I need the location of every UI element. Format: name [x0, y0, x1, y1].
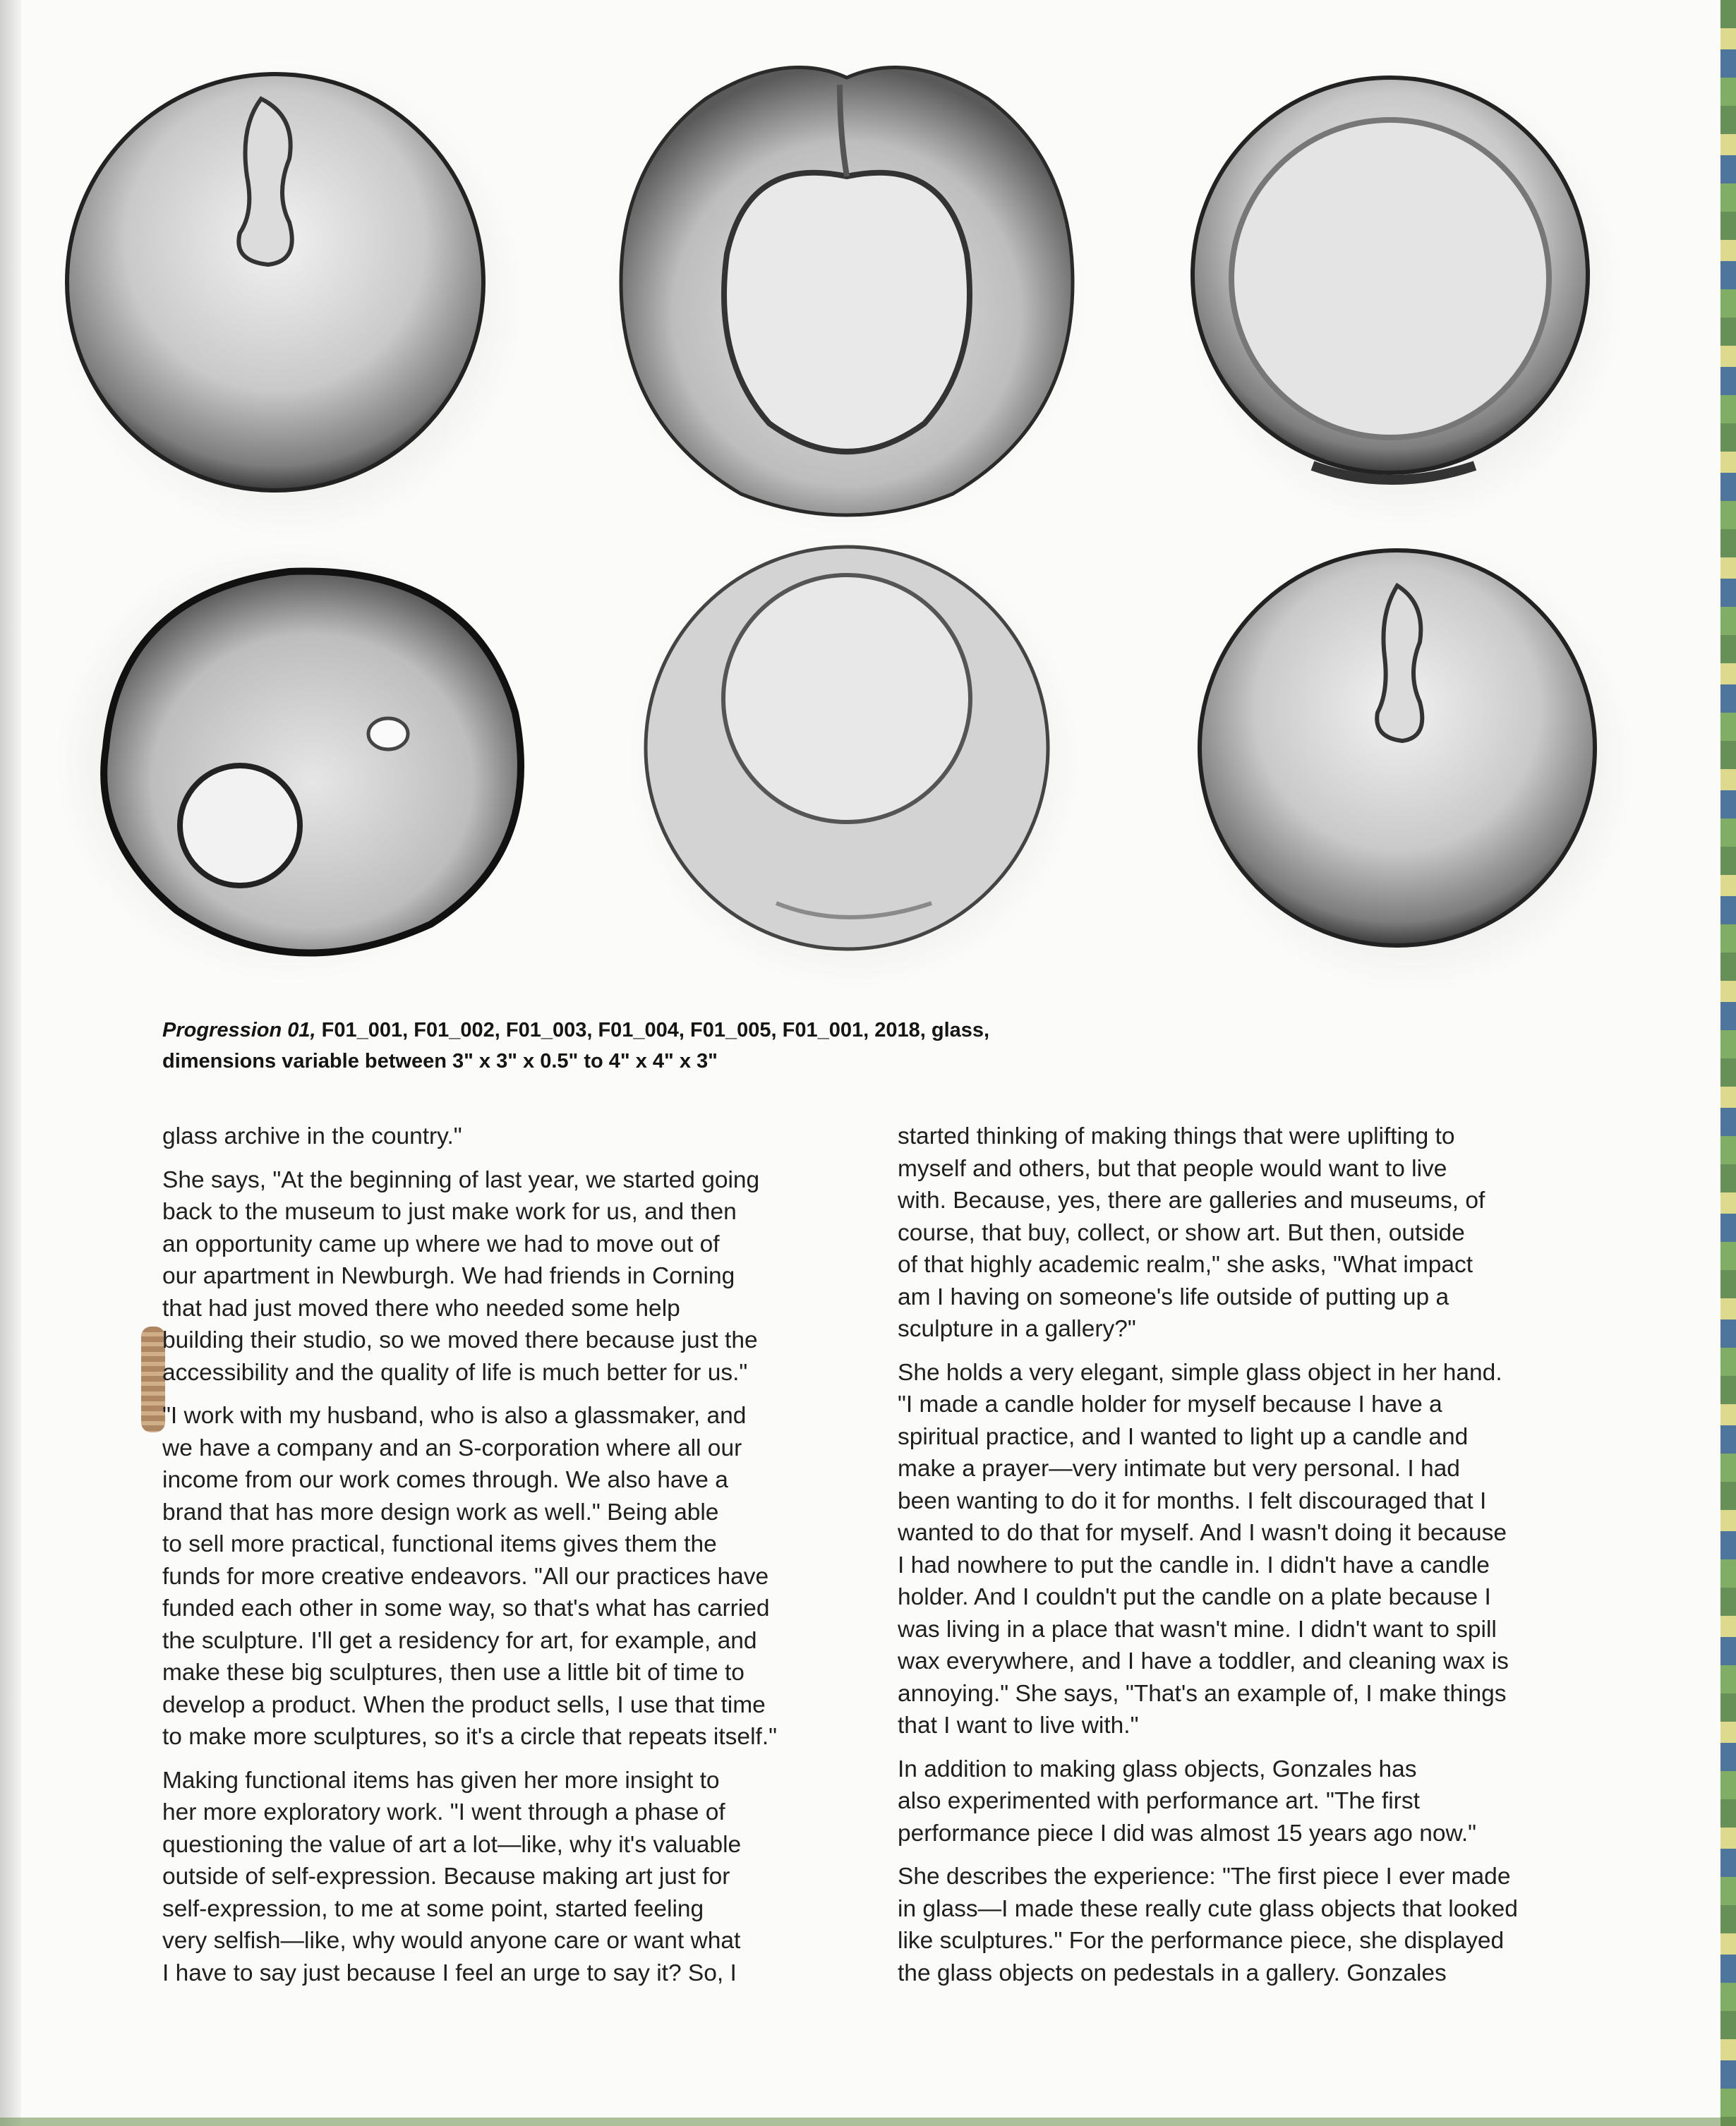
text-line: the sculpture. I'll get a residency for art, for example, and	[162, 1627, 757, 1654]
text-line: annoying." She says, "That's an example of, I make things	[898, 1680, 1507, 1707]
text-line: we have a company and an S-corporation where all our	[162, 1435, 742, 1461]
text-line: been wanting to do it for months. I felt discouraged that I	[898, 1487, 1487, 1514]
text-line: an opportunity came up where we had to move out of	[162, 1231, 720, 1257]
text-line: myself and others, but that people would want to live	[898, 1155, 1447, 1182]
text-line: with. Because, yes, there are galleries and museums, of	[898, 1188, 1485, 1214]
glass-object-f01-005	[628, 536, 1080, 988]
text-line: glass archive in the country."	[162, 1123, 462, 1149]
scan-edge-bottom	[0, 2118, 1736, 2126]
text-line: I had nowhere to put the candle in. I didn't have a candle	[898, 1552, 1490, 1578]
text-line: wax everywhere, and I have a toddler, and cleaning wax is	[898, 1648, 1509, 1674]
text-line: funded each other in some way, so that's what has carried	[162, 1595, 770, 1621]
text-line: was living in a place that wasn't mine. I didn't want to spill	[898, 1616, 1497, 1643]
text-line: She holds a very elegant, simple glass object in her hand.	[898, 1359, 1502, 1386]
glass-object-f01-004	[56, 543, 522, 981]
text-line: income from our work comes through. We also have a	[162, 1467, 728, 1493]
paragraph	[898, 1753, 1603, 1850]
glass-objects-photo-grid	[49, 28, 1651, 988]
text-line: spiritual practice, and I wanted to light up a candle and	[898, 1423, 1469, 1450]
text-line: her more exploratory work. "I went through a phase of	[162, 1799, 725, 1825]
adjacent-page-edge	[1720, 0, 1736, 2126]
text-line: sculpture in a gallery?"	[898, 1316, 1136, 1342]
paragraph	[162, 1164, 868, 1389]
caption-dimensions: dimensions variable between 3" x 3" x 0.5" to 4" x 4" x 3"	[162, 1050, 718, 1073]
glass-object-f01-002	[607, 67, 1087, 533]
text-line: of that highly academic realm," she asks, "What impact	[898, 1252, 1473, 1278]
text-line: holder. And I couldn't put the candle on a plate because I	[898, 1584, 1491, 1610]
text-line: develop a product. When the product sells, I use that time	[162, 1691, 766, 1718]
text-line: outside of self-expression. Because making art just for	[162, 1864, 730, 1890]
text-line: "I made a candle holder for myself because I have a	[898, 1391, 1442, 1418]
text-line: wanted to do that for myself. And I wasn't doing it because	[898, 1520, 1507, 1546]
text-line: self-expression, to me at some point, started feeling	[162, 1895, 704, 1922]
text-line: very selfish—like, why would anyone care or want what	[162, 1928, 741, 1954]
text-line: She describes the experience: "The first piece I ever made	[898, 1864, 1511, 1890]
glass-object-f01-003	[1186, 67, 1623, 526]
text-line: in glass—I made these really cute glass objects that looked	[898, 1895, 1518, 1922]
glass-object-f01-001	[56, 64, 522, 536]
text-line: building their studio, so we moved there because just the	[162, 1327, 758, 1353]
paragraph	[898, 1121, 1603, 1346]
text-line: funds for more creative endeavors. "All our practices have	[162, 1563, 769, 1590]
caption-title: Progression 01,	[162, 1019, 316, 1041]
text-line: back to the museum to just make work for us, and then	[162, 1199, 737, 1225]
glass-object-f01-001-repeat	[1189, 540, 1634, 988]
text-line: Making functional items has given her more insight to	[162, 1767, 720, 1794]
text-line: "I work with my husband, who is also a glassmaker, and	[162, 1403, 747, 1429]
text-line: that had just moved there who needed some help	[162, 1295, 680, 1322]
paragraph	[162, 1121, 868, 1153]
text-line: course, that buy, collect, or show art. But then, outside	[898, 1219, 1465, 1246]
caption-details: F01_001, F01_002, F01_003, F01_004, F01_005, F01_001, 2018, glass,	[315, 1019, 990, 1041]
page-stain	[141, 1327, 165, 1432]
paragraph	[162, 1400, 868, 1753]
text-line: started thinking of making things that were uplifting to	[898, 1123, 1455, 1149]
caption-line-1	[162, 1015, 1503, 1046]
text-line: brand that has more design work as well." Being able	[162, 1499, 719, 1526]
text-line: accessibility and the quality of life is much better for us."	[162, 1359, 748, 1386]
text-line: our apartment in Newburgh. We had friends in Corning	[162, 1263, 735, 1289]
right-text-column	[898, 1121, 1603, 2000]
paragraph	[162, 1765, 868, 1990]
text-line: In addition to making glass objects, Gonzales has	[898, 1756, 1417, 1782]
text-line: She says, "At the beginning of last year, we started going	[162, 1166, 760, 1193]
text-line: the glass objects on pedestals in a gallery. Gonzales	[898, 1959, 1447, 1986]
text-line: I have to say just because I feel an urge to say it? So, I	[162, 1959, 737, 1986]
text-line: questioning the value of art a lot—like, why it's valuable	[162, 1831, 742, 1858]
left-text-column	[162, 1121, 868, 2000]
text-line: am I having on someone's life outside of putting up a	[898, 1284, 1449, 1310]
text-line: to make more sculptures, so it's a circle that repeats itself."	[162, 1724, 778, 1750]
scan-edge-left	[0, 0, 21, 2126]
text-line: to sell more practical, functional items gives them the	[162, 1531, 717, 1557]
paragraph	[898, 1357, 1603, 1742]
text-line: that I want to live with."	[898, 1713, 1139, 1739]
text-line: make these big sculptures, then use a little bit of time to	[162, 1660, 745, 1686]
text-line: like sculptures." For the performance piece, she displayed	[898, 1928, 1505, 1954]
figure-caption	[162, 1015, 1503, 1077]
text-line: make a prayer—very intimate but very personal. I had	[898, 1456, 1460, 1482]
text-line: also experimented with performance art. "The first	[898, 1788, 1420, 1814]
paragraph	[898, 1861, 1603, 1989]
text-line: performance piece I did was almost 15 years ago now."	[898, 1820, 1477, 1847]
